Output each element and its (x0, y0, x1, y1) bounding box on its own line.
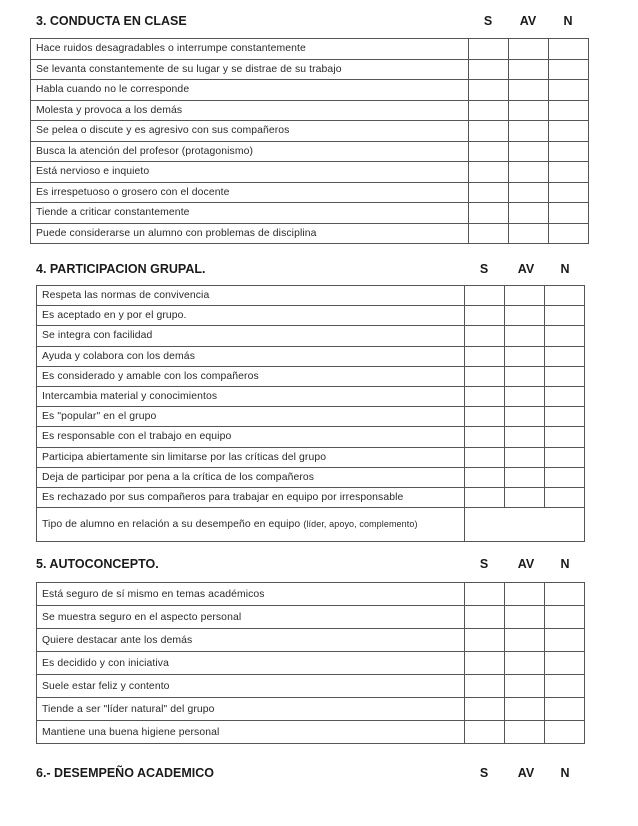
answer-box-n[interactable] (549, 223, 589, 244)
answer-box-av[interactable] (509, 182, 549, 203)
item-label: Tiende a ser "líder natural" del grupo (37, 698, 465, 721)
table-row (37, 652, 585, 675)
answer-box-av[interactable] (509, 100, 549, 121)
item-label: Participa abiertamente sin limitarse por las críticas del grupo (37, 447, 465, 467)
answer-box-n[interactable] (545, 698, 585, 721)
answer-box-av[interactable] (509, 162, 549, 183)
item-label: Es considerado y amable con los compañeros (37, 366, 465, 386)
table-row (37, 606, 585, 629)
section-title: 3. CONDUCTA EN CLASE (36, 14, 187, 28)
answer-box-n[interactable] (545, 583, 585, 606)
answer-box-s[interactable] (465, 306, 505, 326)
answer-box-av[interactable] (505, 306, 545, 326)
answer-box-n[interactable] (549, 39, 589, 60)
table-row (37, 721, 585, 744)
answer-box-av[interactable] (509, 141, 549, 162)
table-row (37, 366, 585, 386)
column-header-av: AV (517, 766, 535, 780)
answer-box-s[interactable] (465, 326, 505, 346)
answer-box-av[interactable] (505, 346, 545, 366)
section-title: 4. PARTICIPACION GRUPAL. (36, 262, 206, 276)
table-row (31, 162, 589, 183)
participacion-table (36, 285, 585, 542)
item-label: Hace ruidos desagradables o interrumpe constantemente (31, 39, 469, 60)
item-label: Es responsable con el trabajo en equipo (37, 427, 465, 447)
column-header-n: N (563, 14, 573, 28)
answer-box-s[interactable] (465, 407, 505, 427)
table-row (31, 141, 589, 162)
answer-box-av[interactable] (505, 606, 545, 629)
answer-box-n[interactable] (549, 59, 589, 80)
answer-box-av[interactable] (505, 366, 545, 386)
answer-box-n[interactable] (545, 721, 585, 744)
column-header-s: S (479, 557, 489, 571)
item-label: Se pelea o discute y es agresivo con sus compañeros (31, 121, 469, 142)
answer-box-av[interactable] (505, 447, 545, 467)
table-row (31, 182, 589, 203)
answer-box-n[interactable] (545, 652, 585, 675)
answer-box-s[interactable] (465, 675, 505, 698)
column-header-n: N (560, 557, 570, 571)
answer-box-av[interactable] (505, 326, 545, 346)
answer-box-av[interactable] (505, 427, 545, 447)
table-row (37, 508, 585, 542)
answer-box-s[interactable] (469, 223, 509, 244)
item-label: Deja de participar por pena a la crítica de los compañeros (37, 467, 465, 487)
answer-box-n[interactable] (545, 366, 585, 386)
answer-box-s[interactable] (469, 80, 509, 101)
table-row (37, 286, 585, 306)
table-row (37, 698, 585, 721)
item-label: Es aceptado en y por el grupo. (37, 306, 465, 326)
answer-box-n[interactable] (549, 162, 589, 183)
table-row (37, 326, 585, 346)
answer-box-s[interactable] (469, 100, 509, 121)
answer-box-av[interactable] (505, 407, 545, 427)
item-label: Se muestra seguro en el aspecto personal (37, 606, 465, 629)
section-4-header (0, 262, 638, 280)
table-row (37, 629, 585, 652)
answer-box-n[interactable] (545, 286, 585, 306)
item-label: Ayuda y colabora con los demás (37, 346, 465, 366)
item-label: Tiende a criticar constantemente (31, 203, 469, 224)
item-label: Se integra con facilidad (37, 326, 465, 346)
table-row (37, 447, 585, 467)
answer-box-av[interactable] (509, 39, 549, 60)
answer-box-av[interactable] (505, 675, 545, 698)
item-label: Quiere destacar ante los demás (37, 629, 465, 652)
item-label: Es decidido y con iniciativa (37, 652, 465, 675)
answer-box-s[interactable] (469, 59, 509, 80)
column-header-s: S (479, 262, 489, 276)
answer-box-n[interactable] (545, 606, 585, 629)
item-label: Busca la atención del profesor (protagonismo) (31, 141, 469, 162)
answer-box-s[interactable] (469, 141, 509, 162)
table-row (37, 306, 585, 326)
section-6-header (0, 766, 638, 784)
answer-box-n[interactable] (549, 203, 589, 224)
item-label: Intercambia material y conocimientos (37, 386, 465, 406)
answer-box-n[interactable] (545, 306, 585, 326)
answer-box-av[interactable] (509, 121, 549, 142)
answer-box-s[interactable] (465, 698, 505, 721)
answer-box-s[interactable] (465, 346, 505, 366)
answer-box-av[interactable] (509, 203, 549, 224)
answer-box-n[interactable] (545, 326, 585, 346)
answer-box-n[interactable] (545, 467, 585, 487)
item-label: Es rechazado por sus compañeros para trabajar en equipo por irresponsable (37, 487, 465, 507)
table-row (37, 386, 585, 406)
column-header-av: AV (519, 14, 537, 28)
answer-box-s[interactable] (465, 606, 505, 629)
answer-box-s[interactable] (469, 121, 509, 142)
table-row (37, 487, 585, 507)
answer-box-av[interactable] (505, 286, 545, 306)
answer-box-s[interactable] (465, 583, 505, 606)
column-header-n: N (560, 766, 570, 780)
answer-box-s[interactable] (469, 39, 509, 60)
answer-box-n[interactable] (545, 487, 585, 507)
item-label: Respeta las normas de convivencia (37, 286, 465, 306)
answer-box-s[interactable] (469, 162, 509, 183)
answer-box-n[interactable] (549, 141, 589, 162)
column-header-s: S (479, 766, 489, 780)
answer-box-n[interactable] (549, 121, 589, 142)
autoconcepto-table (36, 582, 585, 744)
conducta-table (30, 38, 589, 244)
answer-box-s[interactable] (465, 366, 505, 386)
answer-box-merged[interactable] (465, 508, 585, 542)
table-row (31, 100, 589, 121)
column-header-av: AV (517, 262, 535, 276)
answer-box-av[interactable] (505, 386, 545, 406)
table-row (37, 675, 585, 698)
table-row (31, 39, 589, 60)
item-label: Puede considerarse un alumno con problemas de disciplina (31, 223, 469, 244)
table-row (37, 467, 585, 487)
answer-box-n[interactable] (545, 447, 585, 467)
item-label: Es "popular" en el grupo (37, 407, 465, 427)
answer-box-av[interactable] (505, 652, 545, 675)
item-label: Se levanta constantemente de su lugar y se distrae de su trabajo (31, 59, 469, 80)
answer-box-av[interactable] (505, 487, 545, 507)
table-row (31, 223, 589, 244)
item-label: Molesta y provoca a los demás (31, 100, 469, 121)
answer-box-s[interactable] (465, 447, 505, 467)
item-text: Tipo de alumno en relación a su desempeño en equipo (42, 519, 301, 531)
answer-box-s[interactable] (465, 467, 505, 487)
answer-box-av[interactable] (509, 223, 549, 244)
item-note: (líder, apoyo, complemento) (303, 519, 418, 530)
item-label: Está seguro de sí mismo en temas académicos (37, 583, 465, 606)
answer-box-av[interactable] (505, 721, 545, 744)
answer-box-s[interactable] (465, 427, 505, 447)
answer-box-s[interactable] (465, 386, 505, 406)
item-label: Está nervioso e inquieto (31, 162, 469, 183)
item-label: Suele estar feliz y contento (37, 675, 465, 698)
answer-box-s[interactable] (465, 721, 505, 744)
column-header-s: S (483, 14, 493, 28)
item-label: Es irrespetuoso o grosero con el docente (31, 182, 469, 203)
item-label: Mantiene una buena higiene personal (37, 721, 465, 744)
section-title: 6.- DESEMPEÑO ACADEMICO (36, 766, 215, 780)
table-row (31, 80, 589, 101)
answer-box-s[interactable] (465, 629, 505, 652)
answer-box-s[interactable] (469, 203, 509, 224)
table-row (31, 121, 589, 142)
answer-box-n[interactable] (549, 100, 589, 121)
answer-box-n[interactable] (545, 386, 585, 406)
answer-box-av[interactable] (509, 59, 549, 80)
answer-box-av[interactable] (505, 583, 545, 606)
section-5-header (0, 557, 638, 575)
section-title: 5. AUTOCONCEPTO. (36, 557, 159, 571)
answer-box-av[interactable] (509, 80, 549, 101)
answer-box-av[interactable] (505, 698, 545, 721)
answer-box-s[interactable] (465, 286, 505, 306)
answer-box-n[interactable] (545, 407, 585, 427)
answer-box-n[interactable] (545, 427, 585, 447)
table-row (37, 583, 585, 606)
table-row (37, 407, 585, 427)
answer-box-n[interactable] (545, 675, 585, 698)
table-row (31, 203, 589, 224)
answer-box-s[interactable] (469, 182, 509, 203)
table-row (37, 427, 585, 447)
answer-box-av[interactable] (505, 629, 545, 652)
answer-box-s[interactable] (465, 652, 505, 675)
answer-box-n[interactable] (545, 346, 585, 366)
column-header-n: N (560, 262, 570, 276)
answer-box-av[interactable] (505, 467, 545, 487)
section-3-header (0, 14, 638, 32)
answer-box-n[interactable] (549, 182, 589, 203)
answer-box-n[interactable] (549, 80, 589, 101)
table-row (37, 346, 585, 366)
table-row (31, 59, 589, 80)
item-label (37, 508, 465, 542)
item-label: Habla cuando no le corresponde (31, 80, 469, 101)
column-header-av: AV (517, 557, 535, 571)
answer-box-s[interactable] (465, 487, 505, 507)
answer-box-n[interactable] (545, 629, 585, 652)
